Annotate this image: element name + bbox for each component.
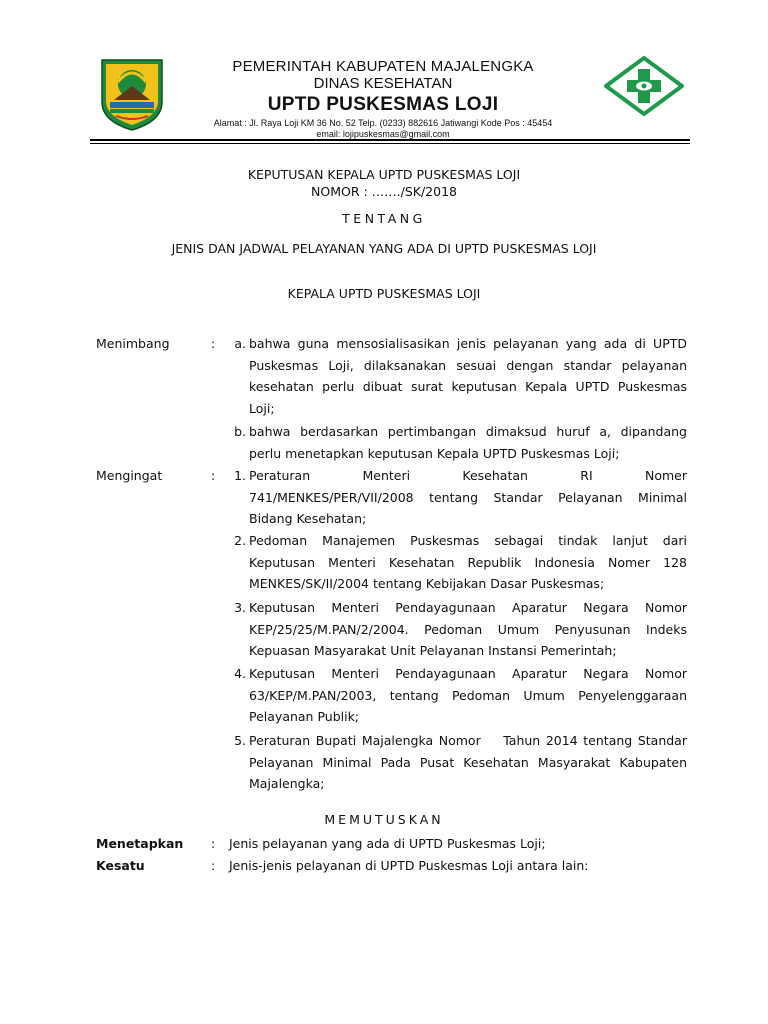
menetapkan-text: Jenis pelayanan yang ada di UPTD Puskesmas Loji; <box>229 836 546 851</box>
decree-title: KEPUTUSAN KEPALA UPTD PUSKESMAS LOJI <box>247 167 521 182</box>
list-item-line: Puskesmas Loji, dilaksanakan sesuai dengan standar pelayanan <box>249 357 687 373</box>
list-item-line: Peraturan Menteri Kesehatan RI Nomer <box>249 468 687 483</box>
list-marker: 1. <box>234 468 246 483</box>
list-marker: a. <box>234 336 246 351</box>
majalengka-emblem-logo <box>96 56 168 132</box>
issuer-title: KEPALA UPTD PUSKESMAS LOJI <box>287 286 481 301</box>
list-item-line: Pelayanan Minimal Pada Pusat Kesehatan Masyarakat Kabupaten <box>249 754 687 770</box>
menimbang-label: Menimbang <box>96 336 170 351</box>
list-item-line: 63/KEP/M.PAN/2003, tentang Pedoman Umum Penyelenggaraan <box>249 687 687 703</box>
letterhead-institution: UPTD PUSKESMAS LOJI <box>267 94 499 115</box>
list-item-line: Pelayanan Publik; <box>249 709 360 724</box>
letterhead-rule-thin <box>90 143 690 144</box>
list-marker: b. <box>234 424 246 439</box>
letterhead-department: DINAS KESEHATAN <box>313 75 453 92</box>
menetapkan-label: Menetapkan <box>96 836 184 851</box>
decree-number: NOMOR : ……./SK/2018 <box>311 184 457 199</box>
letterhead-rule-thick <box>90 139 690 141</box>
list-marker: 3. <box>234 600 246 615</box>
list-marker: 4. <box>234 666 246 681</box>
decree-subject: JENIS DAN JADWAL PELAYANAN YANG ADA DI UPTD PUSKESMAS LOJI <box>171 241 597 256</box>
letterhead-email: email: lojipuskesmas@gmail.com <box>316 129 450 139</box>
list-item-line: Pedoman Manajemen Puskesmas sebagai tindak lanjut dari <box>249 533 687 548</box>
list-item-line: Bidang Kesehatan; <box>249 511 367 526</box>
list-item-line: kesehatan perlu dibuat surat keputusan Kepala UPTD Puskesmas <box>249 379 687 394</box>
list-item-line: Kepuasan Masyarakat Unit Pelayanan Instansi Pemerintah; <box>249 643 617 658</box>
list-item-line: Keputusan Menteri Kesehatan Republik Indonesia Nomer 128 <box>249 554 687 570</box>
list-item-line: Loji; <box>249 400 275 416</box>
list-item-line: perlu menetapkan keputusan Kepala UPTD Puskesmas Loji; <box>249 445 620 461</box>
kesatu-colon: : <box>211 858 216 873</box>
list-item-line: Keputusan Menteri Pendayagunaan Aparatur Negara Nomor <box>249 600 687 615</box>
menetapkan-colon: : <box>211 836 216 851</box>
list-item-line: Majalengka; <box>249 776 325 791</box>
kesatu-text: Jenis-jenis pelayanan di UPTD Puskesmas Loji antara lain: <box>229 858 589 873</box>
menimbang-colon: : <box>211 336 216 351</box>
letterhead <box>190 58 576 139</box>
list-item-line: MENKES/SK/II/2004 tentang Kebijakan Dasar Puskesmas; <box>249 576 605 591</box>
list-item-line: 741/MENKES/PER/VII/2008 tentang Standar Pelayanan Minimal <box>249 489 687 505</box>
list-item-line: bahwa guna mensosialisasikan jenis pelayanan yang ada di UPTD <box>249 336 687 351</box>
list-item-line: bahwa berdasarkan pertimbangan dimaksud huruf a, dipandang <box>249 424 687 439</box>
list-marker: 5. <box>234 733 246 748</box>
mengingat-colon: : <box>211 468 216 483</box>
list-item-line: Keputusan Menteri Pendayagunaan Aparatur Negara Nomor <box>249 666 687 681</box>
puskesmas-logo <box>600 55 688 117</box>
letterhead-government: PEMERINTAH KABUPATEN MAJALENGKA <box>232 58 534 75</box>
list-item-line: Peraturan Bupati Majalengka Nomor Tahun 2014 tentang Standar <box>249 733 687 748</box>
kesatu-label: Kesatu <box>96 858 145 873</box>
memutuskan-heading: MEMUTUSKAN <box>324 812 444 827</box>
list-marker: 2. <box>234 533 246 548</box>
letterhead-address: Alamat : Jl. Raya Loji KM 36 No. 52 Telp. (0233) 882616 Jatiwangi Kode Pos : 45454 <box>213 118 553 128</box>
tentang-heading: TENTANG <box>342 211 426 226</box>
mengingat-label: Mengingat <box>96 468 163 483</box>
list-item-line: KEP/25/25/M.PAN/2/2004. Pedoman Umum Penyusunan Indeks <box>249 621 687 637</box>
